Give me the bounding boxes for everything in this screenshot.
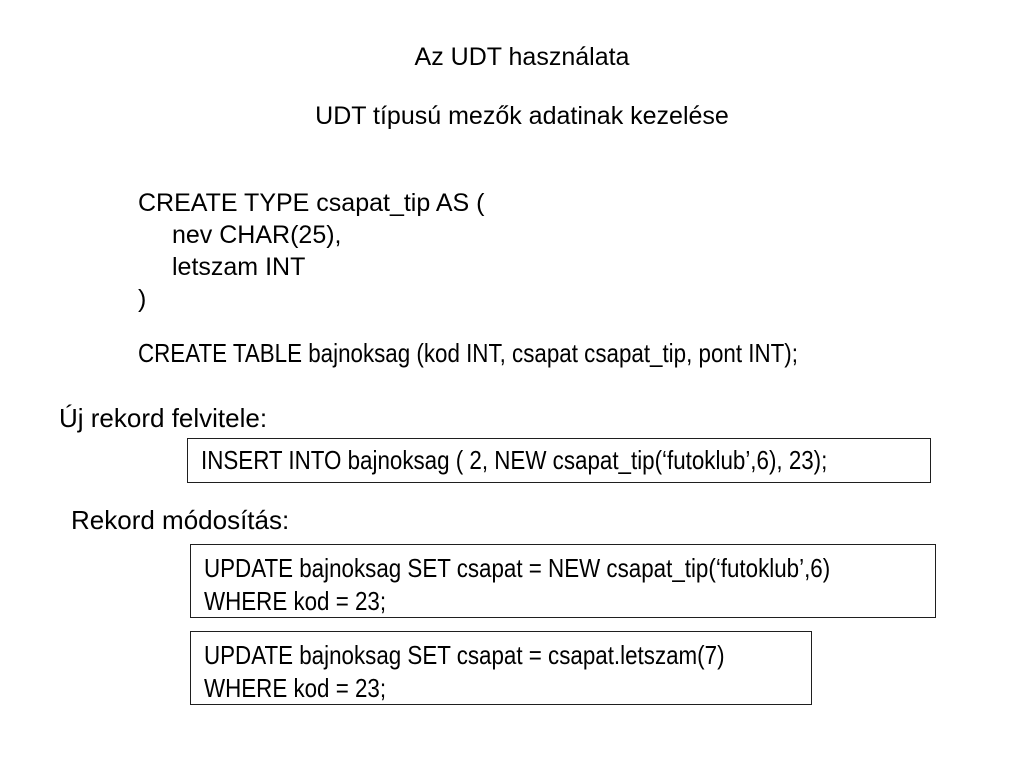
- create-type-code-block: [138, 187, 484, 315]
- insert-section-label: Új rekord felvitele:: [59, 403, 268, 433]
- create-type-line-1: CREATE TYPE csapat_tip AS (: [138, 189, 485, 217]
- slide-subtitle: UDT típusú mezők adatinak kezelése: [315, 102, 729, 130]
- update-box-1-line-1: UPDATE bajnoksag SET csapat = NEW csapat_tip(‘futoklub’,6): [204, 553, 831, 583]
- create-type-line-4: ): [138, 285, 147, 313]
- create-type-line-2: nev CHAR(25),: [172, 221, 342, 249]
- update-box-1-line-2: WHERE kod = 23;: [204, 586, 387, 616]
- insert-code-text: INSERT INTO bajnoksag ( 2, NEW csapat_tip(‘futoklub’,6), 23);: [201, 445, 828, 475]
- create-table-statement: [138, 340, 905, 367]
- insert-code-box: [187, 438, 931, 483]
- update-code-box-1: [190, 544, 936, 618]
- slide-title: Az UDT használata: [414, 43, 630, 71]
- update-box-2-line-1: UPDATE bajnoksag SET csapat = csapat.letszam(7): [204, 640, 725, 670]
- update-box-2-line-2: WHERE kod = 23;: [204, 673, 387, 703]
- update-code-box-2: [190, 631, 812, 705]
- create-table-statement-text: CREATE TABLE bajnoksag (kod INT, csapat csapat_tip, pont INT);: [138, 338, 798, 368]
- create-type-line-3: letszam INT: [172, 253, 306, 281]
- update-section-label: Rekord módosítás:: [71, 505, 290, 535]
